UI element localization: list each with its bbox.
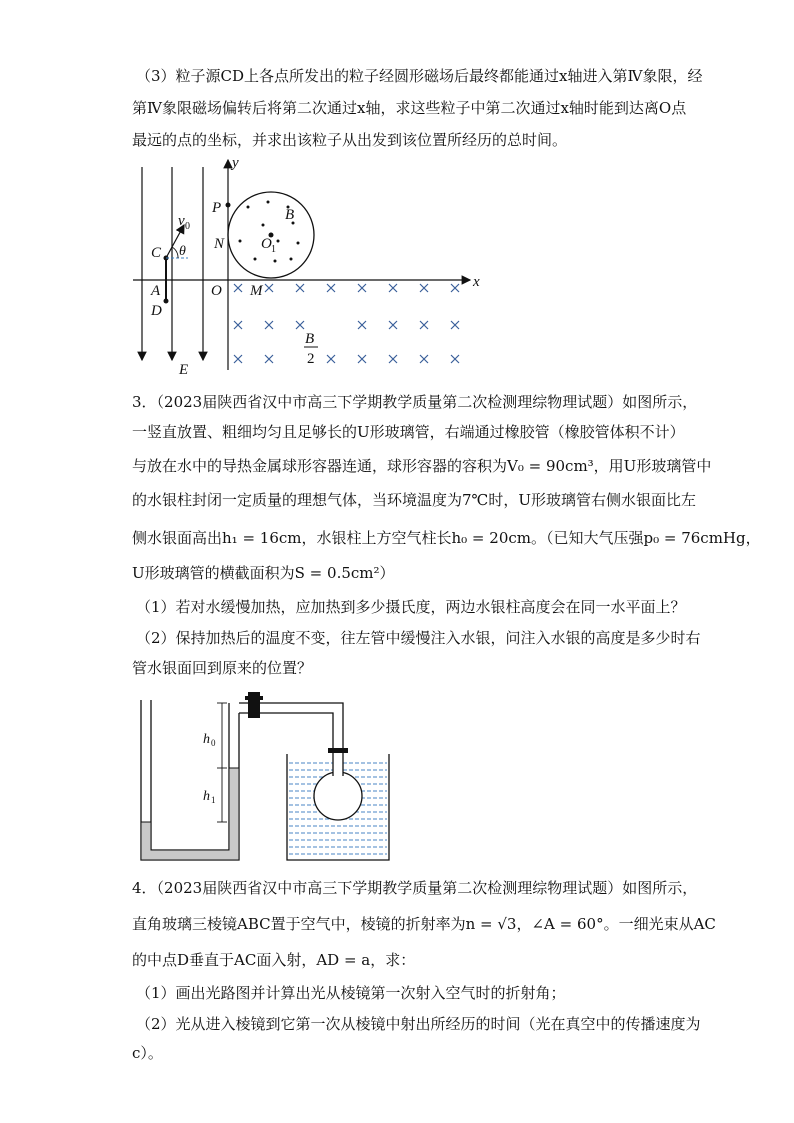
problem4-line1: 4．（2023届陕西省汉中市高三下学期教学质量第二次检测理综物理试题）如图所示， bbox=[132, 879, 698, 897]
label-v0-sub: 0 bbox=[185, 221, 190, 232]
problem4-line2: 直角玻璃三棱镜ABC置于空气中，棱镜的折射率为n = √3，∠A = 60°。一细光束从AC bbox=[132, 915, 716, 933]
problem3-line2: 一竖直放置、粗细均匀且足够长的U形玻璃管，右端通过橡胶管（橡胶管体积不计） bbox=[132, 423, 685, 441]
label-M: M bbox=[250, 283, 263, 299]
metal-flask bbox=[314, 772, 362, 820]
problem4-q2b: c）。 bbox=[132, 1044, 163, 1062]
label-A: A bbox=[151, 283, 161, 299]
problem3-q2b: 管水银面回到原来的位置？ bbox=[132, 659, 313, 677]
problem3-line5: 侧水银面高出h₁ = 16cm，水银柱上方空气柱长h₀ = 20cm。（已知大气压强p₀ = 76cmHg， bbox=[132, 529, 761, 547]
label-O1-sub: 1 bbox=[271, 244, 276, 255]
label-O1: O bbox=[261, 236, 272, 252]
label-theta: θ bbox=[179, 244, 186, 259]
label-h1: h bbox=[203, 789, 210, 804]
flask-stopper bbox=[328, 748, 348, 753]
u-tube-figure bbox=[135, 688, 415, 863]
problem3-line3: 与放在水中的导热金属球形容器连通，球形容器的容积为V₀ = 90cm³，用U形玻璃管中 bbox=[132, 457, 712, 475]
u-tube bbox=[141, 700, 239, 860]
q3-part3-line1: （3）粒子源CD上各点所发出的粒子经圆形磁场后最终都能通过x轴进入第Ⅳ象限，经 bbox=[136, 67, 703, 85]
label-O: O bbox=[211, 283, 222, 299]
label-N: N bbox=[214, 236, 225, 252]
problem4-q2a: （2）光从进入棱镜到它第一次从棱镜中射出所经历的时间（光在真空中的传播速度为 bbox=[136, 1015, 701, 1033]
field-crosses bbox=[234, 284, 459, 363]
q3-part3-line3: 最远的点的坐标，并求出该粒子从出发到该位置所经历的总时间。 bbox=[132, 131, 568, 149]
problem3-q1: （1）若对水缓慢加热，应加热到多少摄氏度，两边水银柱高度会在同一水平面上？ bbox=[136, 598, 686, 616]
label-B2-den: 2 bbox=[307, 351, 315, 367]
tube-clamp bbox=[248, 692, 260, 718]
label-C: C bbox=[151, 245, 162, 261]
label-h1-sub: 1 bbox=[211, 795, 216, 805]
label-h0-sub: 0 bbox=[211, 738, 216, 748]
label-E: E bbox=[179, 362, 189, 378]
label-x: x bbox=[473, 274, 480, 290]
problem3-line6: U形玻璃管的横截面积为S = 0.5cm²） bbox=[132, 564, 395, 582]
label-P: P bbox=[212, 200, 222, 216]
problem4-q1: （1）画出光路图并计算出光从棱镜第一次射入空气时的折射角； bbox=[136, 984, 566, 1002]
mercury-column bbox=[141, 768, 239, 860]
label-B: B bbox=[285, 207, 295, 223]
label-h0: h bbox=[203, 732, 210, 747]
q3-part3-line2: 第Ⅳ象限磁场偏转后将第二次通过x轴，求这些粒子中第二次通过x轴时能到达离O点 bbox=[132, 99, 687, 117]
magnetic-field-figure bbox=[128, 155, 488, 380]
problem3-q2a: （2）保持加热后的温度不变，往左管中缓慢注入水银，问注入水银的高度是多少时右 bbox=[136, 629, 701, 647]
label-B2-num: B bbox=[305, 331, 315, 347]
label-D: D bbox=[151, 303, 162, 319]
problem3-line4: 的水银柱封闭一定质量的理想气体，当环境温度为7℃时，U形玻璃管右侧水银面比左 bbox=[132, 491, 696, 509]
problem4-line3: 的中点D垂直于AC面入射，AD = a，求： bbox=[132, 951, 416, 969]
label-v0: v bbox=[178, 213, 185, 229]
point-P bbox=[226, 203, 231, 208]
label-y: y bbox=[232, 155, 239, 171]
problem3-line1: 3．（2023届陕西省汉中市高三下学期教学质量第二次检测理综物理试题）如图所示， bbox=[132, 393, 698, 411]
